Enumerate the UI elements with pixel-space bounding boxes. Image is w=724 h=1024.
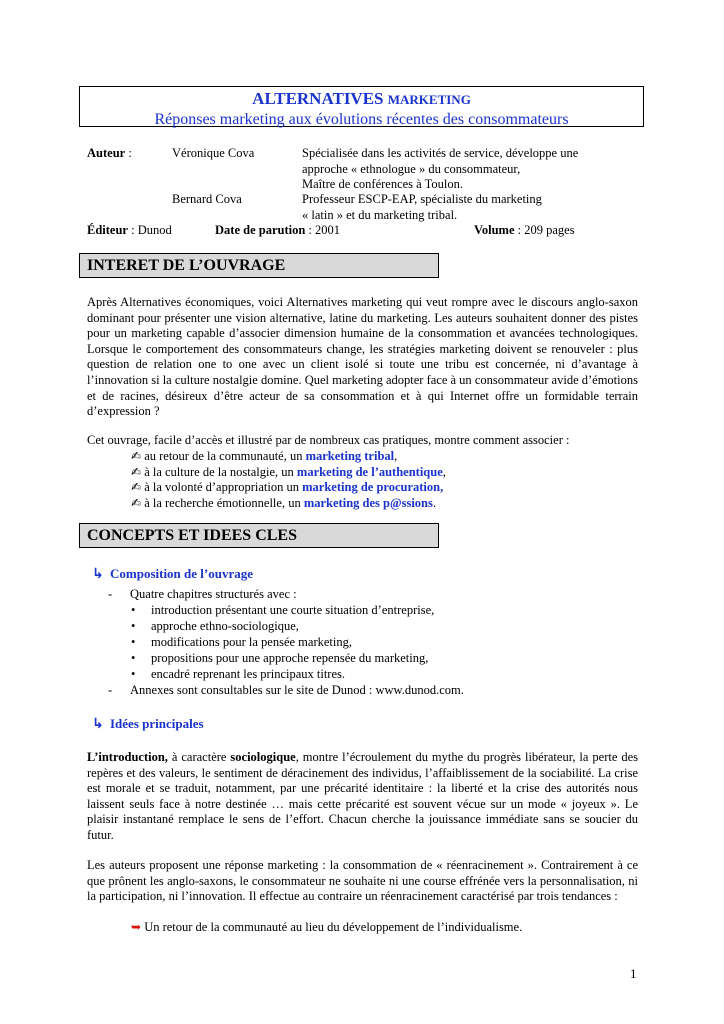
author1-name: Véronique Cova [172,146,255,160]
author-label: Auteur [87,146,126,160]
curved-arrow-icon: ↳ [92,566,104,582]
volume-line [474,223,575,239]
writing-hand-check-icon: ✍ [131,449,142,463]
author-label-line [87,146,132,162]
author1-desc [302,146,578,193]
curved-arrow-icon: ↳ [92,716,104,732]
list-item: ✍ au retour de la communauté, un marketing tribal, [131,449,398,463]
editor-line [87,223,172,239]
author1-desc-line: Maître de conférences à Toulon. [302,177,463,191]
writing-hand-check-icon: ✍ [131,480,142,494]
author2-desc [302,192,542,223]
editor-value: : Dunod [127,223,172,237]
date-line [215,223,340,239]
section-heading-concepts: CONCEPTS ET IDEES CLES [79,523,439,548]
title-small: MARKETING [387,92,471,107]
list-item: ✍ à la recherche émotionnelle, un marketing des p@ssions. [131,496,436,510]
bullet-item: • introduction présentant une courte situation d’entreprise, [131,603,435,617]
writing-hand-check-icon: ✍ [131,496,142,510]
author-sep: : [125,146,132,160]
introduction-paragraph: L’introduction, à caractère sociologique, montre l’écroulement du mythe du progrès libérateur, la perte des repères et des valeurs, le sentiment de déracinement des individus, l’affaiblissement de la sociabilité. La crise est morale et se traduit, notamment, par une précarité identitaire : la liberté et la crise des autorités nous laissent seuls face à notre destinée … mais cette précarité est souvent vécue sur un mode « joyeux ». Le plaisir instantané remplace le sens de l’effort. Chacun cherche la jouissance immédiate sans se soucier du futur. [87,750,638,842]
page-number: 1 [630,966,637,981]
title-main: ALTERNATIVES [252,89,384,108]
title-box [79,86,644,127]
author2-desc-line: Professeur ESCP-EAP, spécialiste du marketing [302,192,542,206]
red-hook-arrow-icon: ➥ [131,920,142,934]
subheading-composition: ↳ Composition de l’ouvrage [92,566,253,582]
intro-paragraph: Après Alternatives économiques, voici Alternatives marketing qui veut rompre avec le discours anglo-saxon dominant pour présenter une vision alternative, latine du marketing. Les auteurs souhaitent donner des pistes pour un marketing capable d’associer dimension humaine de la consommation et avancées technologiques. Lorsque le comportement des consommateurs change, les stratégies marketing doivent se renouveler : plus question de relation one to one avec un client isolé si toute une tribu est concernée, ni d’avantage à l’innovation si la culture nostalgie domine. Quel marketing adopter face à un consommateur avide d’émotions et de racines, désireux d’être acteur de sa consommation et à qui Internet offre un formidable terrain d’expression ? [87,295,638,419]
bullet-item: • encadré reprenant les principaux titres. [131,667,346,681]
subheading-idees: ↳ Idées principales [92,716,204,732]
section-heading-interet: INTERET DE L’OUVRAGE [79,253,439,278]
date-value: : 2001 [305,223,341,237]
author2-name: Bernard Cova [172,192,242,206]
author1-desc-line: approche « ethnologue » du consommateur, [302,161,521,176]
dash-item: - Quatre chapitres structurés avec : [108,587,297,601]
bullet-item: • modifications pour la pensée marketing, [131,635,352,649]
dash-item: - Annexes sont consultables sur le site de Dunod : www.dunod.com. [108,683,464,697]
editor-label: Éditeur [87,223,128,237]
book-subtitle: Réponses marketing aux évolutions récentes des consommateurs [154,111,569,128]
writing-hand-check-icon: ✍ [131,465,142,479]
list-item: ✍ à la volonté d’appropriation un marketing de procuration, [131,480,444,494]
volume-label: Volume [474,223,515,237]
associate-paragraph: Cet ouvrage, facile d’accès et illustré par de nombreux cas pratiques, montre comment associer : [87,433,570,447]
bullet-item: • propositions pour une approche repensée du marketing, [131,651,429,665]
volume-value: : 209 pages [514,223,575,237]
author1-desc-line: Spécialisée dans les activités de service, développe une [302,146,579,160]
list-item: ✍ à la culture de la nostalgie, un marketing de l’authentique, [131,465,446,479]
author2-desc-line: « latin » et du marketing tribal. [302,207,458,222]
response-paragraph: Les auteurs proposent une réponse marketing : la consommation de « réenracinement ». Contrairement à ce que prônent les anglo-saxons, le consommateur ne souhaite ni une course effrénée vers la personnalisation, ni la participation, ni l’innovation. Il effectue au contraire un réenracinement caractérisé par trois tendances : [87,858,638,904]
bullet-item: • approche ethno-sociologique, [131,619,299,633]
date-label: Date de parution [215,223,306,237]
tendency-item: ➥ Un retour de la communauté au lieu du développement de l’individualisme. [131,920,523,934]
book-title [80,89,643,110]
